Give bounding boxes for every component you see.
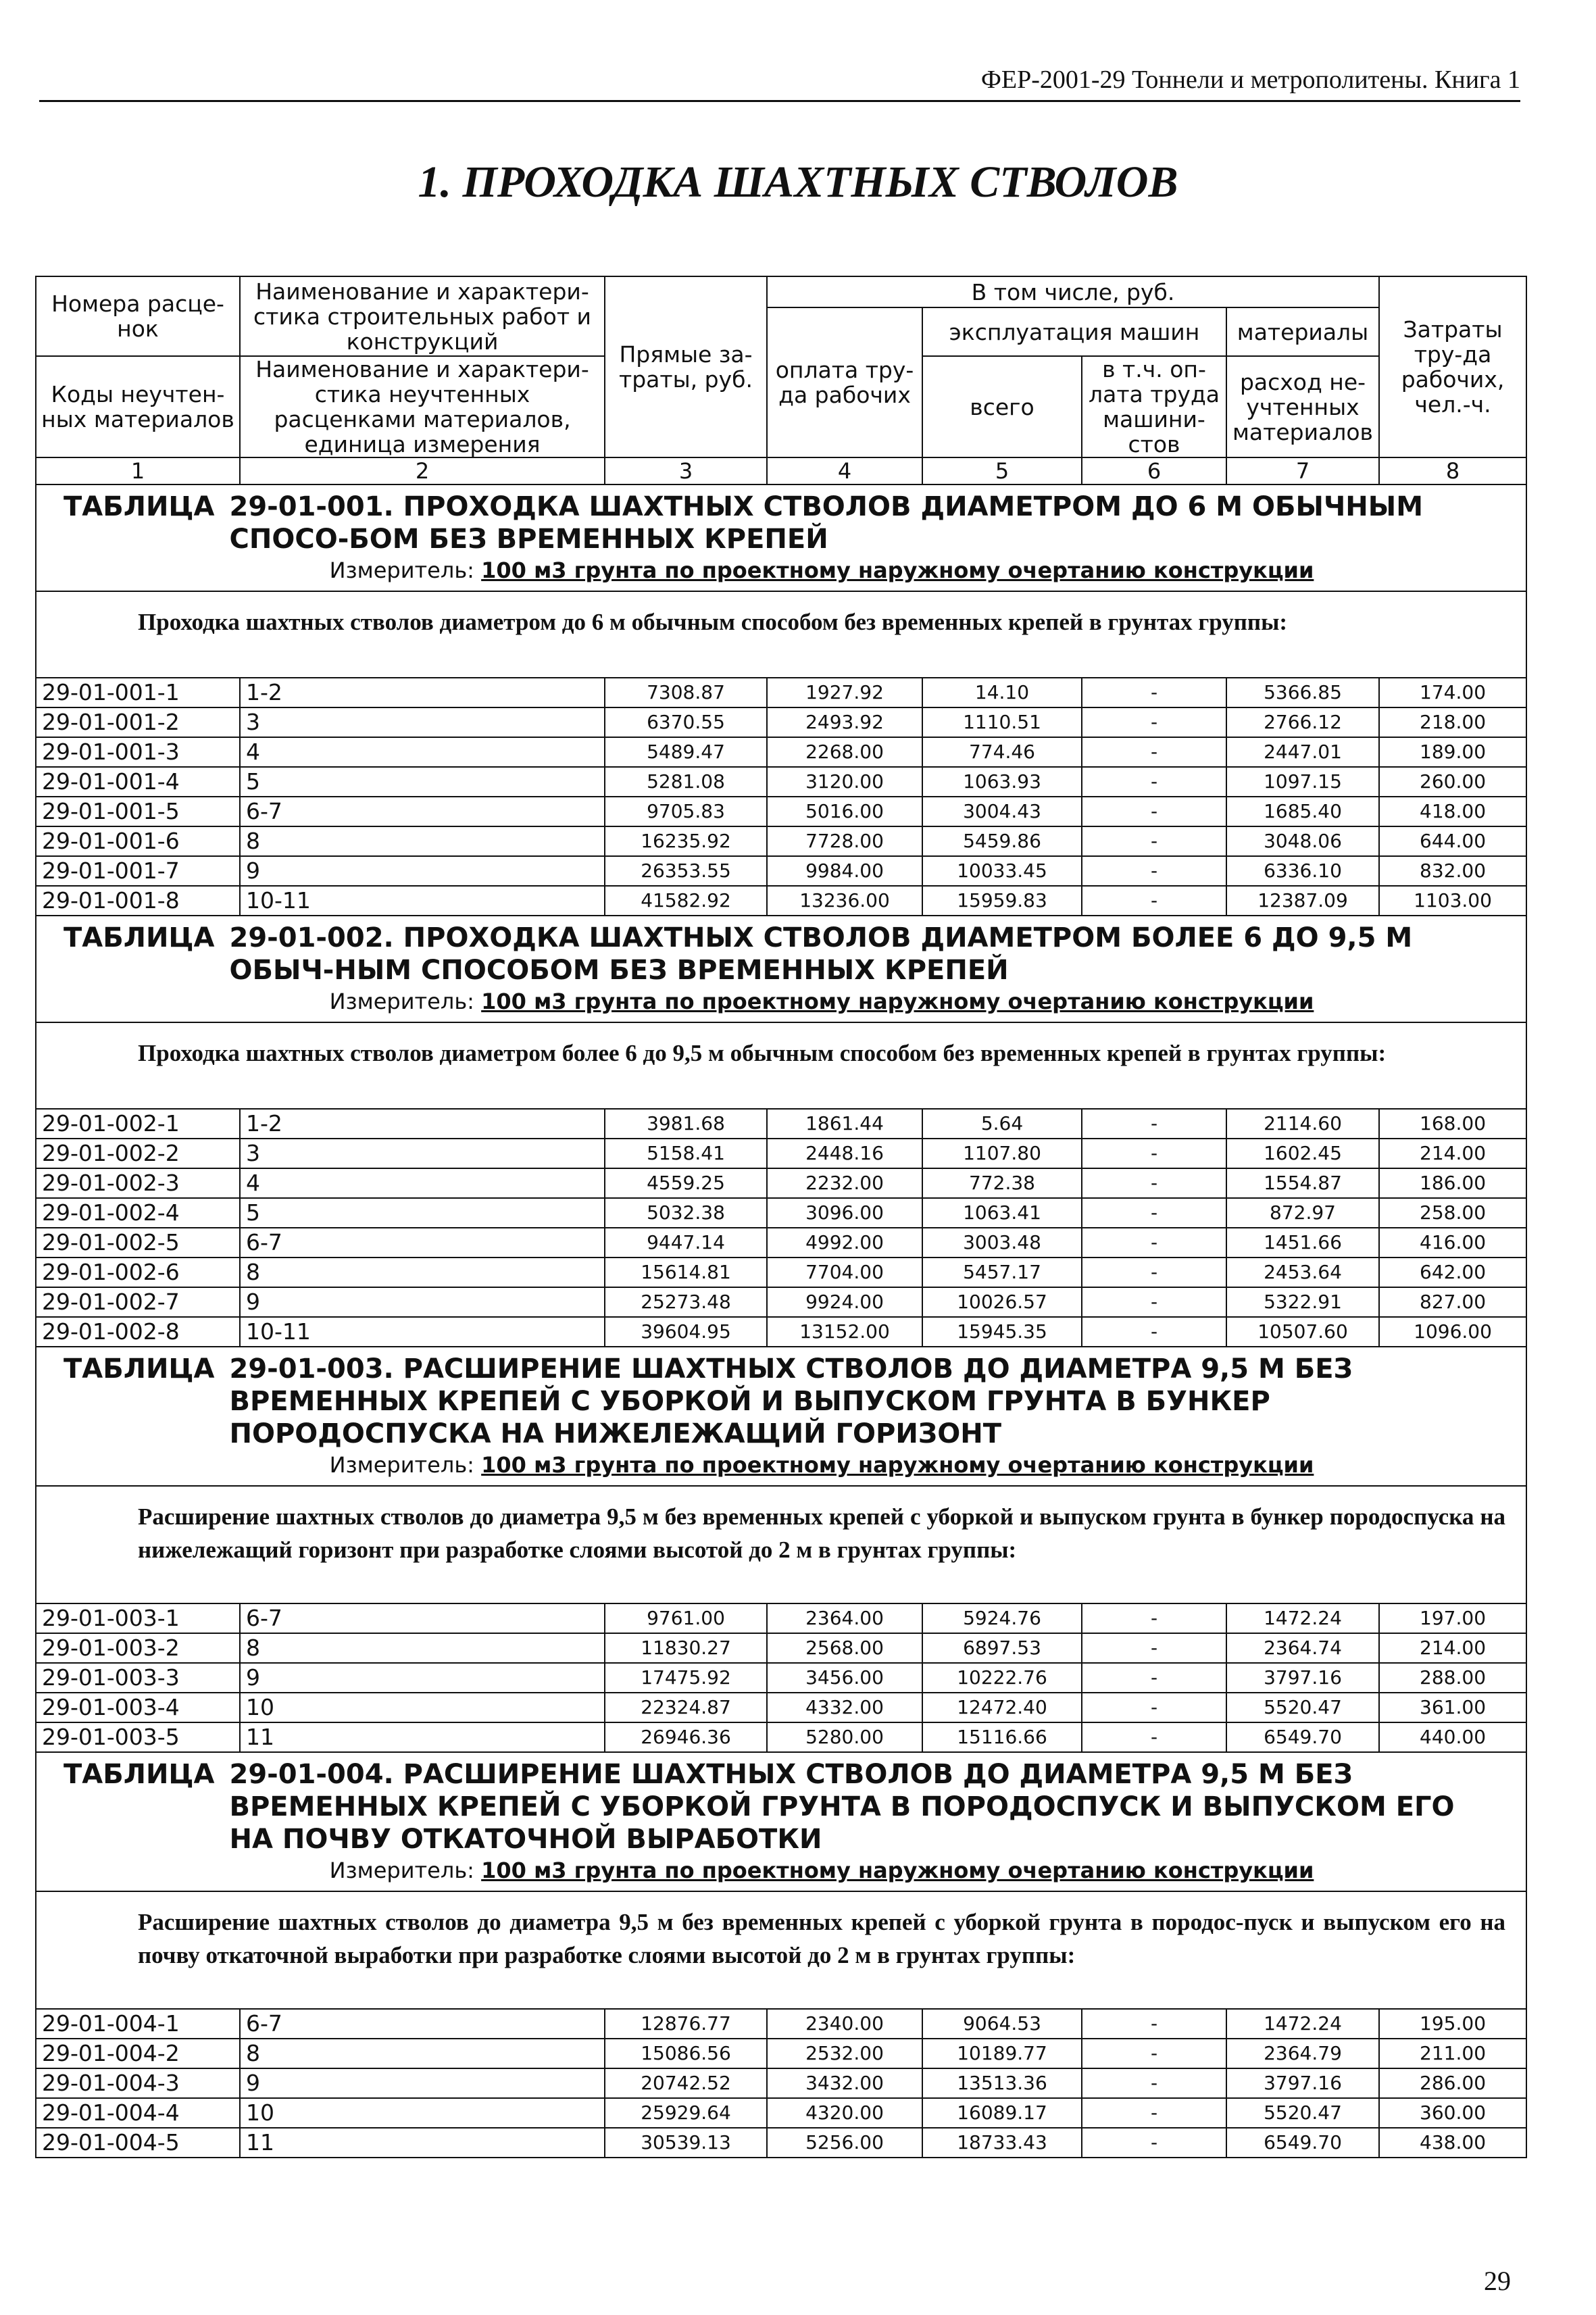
labor-cell: 189.00 [1379, 737, 1526, 767]
materials-cell: 1472.24 [1226, 2009, 1379, 2039]
col-unaccounted-materials-header: расход не-учтенных материалов [1226, 356, 1379, 457]
table-description: Проходка шахтных стволов диаметром до 6 м обычным способом без временных крепей в грунтах группы: [36, 591, 1526, 678]
machinist-wage-cell: - [1082, 1633, 1226, 1663]
table-body [36, 484, 1526, 2158]
measure-unit [145, 1450, 1499, 1480]
table-row [36, 856, 1526, 886]
col-labor-header: Затраты тру-да рабочих, чел.-ч. [1379, 276, 1526, 457]
wage-cell: 3456.00 [767, 1663, 922, 1693]
wage-cell: 5016.00 [767, 797, 922, 826]
rate-code-cell: 29-01-003-3 [36, 1663, 240, 1693]
machinist-wage-cell: - [1082, 797, 1226, 826]
table-row [36, 1109, 1526, 1139]
rate-code-cell: 29-01-002-5 [36, 1228, 240, 1258]
rate-code-cell: 29-01-002-2 [36, 1139, 240, 1168]
rate-code-cell: 29-01-001-4 [36, 767, 240, 797]
measure-value: 100 м3 грунта по проектному наружному очертанию конструкции [481, 557, 1314, 583]
machines-total-cell: 5459.86 [922, 826, 1082, 856]
machinist-wage-cell: - [1082, 1663, 1226, 1693]
col-materials-header: материалы [1226, 307, 1379, 356]
direct-costs-cell: 16235.92 [605, 826, 767, 856]
soil-group-cell: 4 [240, 1168, 605, 1198]
table-title: 29-01-003. РАСШИРЕНИЕ ШАХТНЫХ СТВОЛОВ ДО ДИАМЕТРА 9,5 М БЕЗ ВРЕМЕННЫХ КРЕПЕЙ С УБОРКОЙ И ВЫПУСКОМ ГРУНТА В БУНКЕР ПОРОДОСПУСКА НА НИЖЕЛЕЖАЩИЙ ГОРИЗОНТ [229, 1353, 1353, 1449]
table-row [36, 1317, 1526, 1347]
machines-total-cell: 10033.45 [922, 856, 1082, 886]
direct-costs-cell: 5158.41 [605, 1139, 767, 1168]
labor-cell: 258.00 [1379, 1198, 1526, 1228]
wage-cell: 2364.00 [767, 1603, 922, 1633]
table-row [36, 2068, 1526, 2098]
materials-cell: 2447.01 [1226, 737, 1379, 767]
wage-cell: 13236.00 [767, 886, 922, 916]
measure-label: Измеритель: [329, 989, 474, 1014]
table-description: Проходка шахтных стволов диаметром более 6 до 9,5 м обычным способом без временных крепей в грунтах группы: [36, 1022, 1526, 1109]
table-row [36, 886, 1526, 916]
table-row [36, 678, 1526, 707]
table-description: Расширение шахтных стволов до диаметра 9,5 м без временных крепей с уборкой грунта в породос-пуск и выпуском его на почву откаточной выработки при разработке слоями высотой до 2 м в грунтах группы: [36, 1891, 1526, 2009]
machines-total-cell: 772.38 [922, 1168, 1082, 1198]
table-row [36, 1663, 1526, 1693]
machines-total-cell: 1110.51 [922, 707, 1082, 737]
wage-cell: 2532.00 [767, 2039, 922, 2068]
wage-cell: 4992.00 [767, 1228, 922, 1258]
measure-label: Измеритель: [329, 1858, 474, 1883]
col-number: 8 [1379, 457, 1526, 484]
materials-cell: 6336.10 [1226, 856, 1379, 886]
rates-table [35, 276, 1527, 2158]
col-number: 6 [1082, 457, 1226, 484]
measure-value: 100 м3 грунта по проектному наружному очертанию конструкции [481, 989, 1314, 1014]
machinist-wage-cell: - [1082, 1603, 1226, 1633]
table-caption-row [36, 1752, 1526, 1891]
soil-group-cell: 11 [240, 1722, 605, 1752]
wage-cell: 3432.00 [767, 2068, 922, 2098]
labor-cell: 1096.00 [1379, 1317, 1526, 1347]
wage-cell: 2493.92 [767, 707, 922, 737]
table-caption-row [36, 916, 1526, 1022]
wage-cell: 4320.00 [767, 2098, 922, 2128]
materials-cell: 1602.45 [1226, 1139, 1379, 1168]
machines-total-cell: 10189.77 [922, 2039, 1082, 2068]
table-row [36, 1722, 1526, 1752]
rate-code-cell: 29-01-004-1 [36, 2009, 240, 2039]
direct-costs-cell: 6370.55 [605, 707, 767, 737]
rate-code-cell: 29-01-002-8 [36, 1317, 240, 1347]
col-number: 3 [605, 457, 767, 484]
machines-total-cell: 3003.48 [922, 1228, 1082, 1258]
direct-costs-cell: 9761.00 [605, 1603, 767, 1633]
machinist-wage-cell: - [1082, 1287, 1226, 1317]
direct-costs-cell: 30539.13 [605, 2128, 767, 2158]
labor-cell: 168.00 [1379, 1109, 1526, 1139]
table-description-row [36, 1486, 1526, 1603]
rate-code-cell: 29-01-001-1 [36, 678, 240, 707]
rate-code-cell: 29-01-001-3 [36, 737, 240, 767]
machinist-wage-cell: - [1082, 2009, 1226, 2039]
rate-code-cell: 29-01-001-2 [36, 707, 240, 737]
table-row [36, 826, 1526, 856]
soil-group-cell: 10 [240, 2098, 605, 2128]
direct-costs-cell: 11830.27 [605, 1633, 767, 1663]
rate-code-cell: 29-01-002-4 [36, 1198, 240, 1228]
machines-total-cell: 16089.17 [922, 2098, 1082, 2128]
table-row [36, 707, 1526, 737]
soil-group-cell: 8 [240, 1258, 605, 1287]
table-description-row [36, 1891, 1526, 2009]
col-machines-total-header: всего [922, 356, 1082, 457]
machines-total-cell: 6897.53 [922, 1633, 1082, 1663]
col-number: 1 [36, 457, 240, 484]
table-row [36, 2009, 1526, 2039]
table-header [36, 276, 1526, 484]
direct-costs-cell: 20742.52 [605, 2068, 767, 2098]
section-title: 1. ПРОХОДКА ШАХТНЫХ СТВОЛОВ [418, 157, 1178, 207]
direct-costs-cell: 25273.48 [605, 1287, 767, 1317]
materials-cell: 10507.60 [1226, 1317, 1379, 1347]
soil-group-cell: 4 [240, 737, 605, 767]
materials-cell: 2364.74 [1226, 1633, 1379, 1663]
direct-costs-cell: 26353.55 [605, 856, 767, 886]
machinist-wage-cell: - [1082, 1722, 1226, 1752]
direct-costs-cell: 3981.68 [605, 1109, 767, 1139]
rate-code-cell: 29-01-004-3 [36, 2068, 240, 2098]
table-row [36, 797, 1526, 826]
soil-group-cell: 9 [240, 1663, 605, 1693]
labor-cell: 827.00 [1379, 1287, 1526, 1317]
rate-code-cell: 29-01-003-1 [36, 1603, 240, 1633]
rate-code-cell: 29-01-003-5 [36, 1722, 240, 1752]
materials-cell: 5520.47 [1226, 2098, 1379, 2128]
table-title: 29-01-004. РАСШИРЕНИЕ ШАХТНЫХ СТВОЛОВ ДО ДИАМЕТРА 9,5 М БЕЗ ВРЕМЕННЫХ КРЕПЕЙ С УБОРКОЙ ГРУНТА В ПОРОДОСПУСК И ВЫПУСКОМ ЕГО НА ПОЧВУ ОТКАТОЧНОЙ ВЫРАБОТКИ [229, 1759, 1455, 1855]
materials-cell: 3797.16 [1226, 1663, 1379, 1693]
labor-cell: 174.00 [1379, 678, 1526, 707]
table-label: ТАБЛИЦА [64, 922, 215, 953]
soil-group-cell: 8 [240, 1633, 605, 1663]
col-number: 2 [240, 457, 605, 484]
labor-cell: 286.00 [1379, 2068, 1526, 2098]
soil-group-cell: 9 [240, 1287, 605, 1317]
col-direct-costs-header: Прямые за-траты, руб. [605, 276, 767, 457]
direct-costs-cell: 17475.92 [605, 1663, 767, 1693]
labor-cell: 214.00 [1379, 1139, 1526, 1168]
machines-total-cell: 5924.76 [922, 1603, 1082, 1633]
rate-code-cell: 29-01-001-8 [36, 886, 240, 916]
rate-code-cell: 29-01-001-5 [36, 797, 240, 826]
machines-total-cell: 12472.40 [922, 1693, 1082, 1722]
labor-cell: 832.00 [1379, 856, 1526, 886]
measure-unit [145, 555, 1499, 585]
wage-cell: 3096.00 [767, 1198, 922, 1228]
materials-cell: 1472.24 [1226, 1603, 1379, 1633]
materials-cell: 2766.12 [1226, 707, 1379, 737]
materials-cell: 2114.60 [1226, 1109, 1379, 1139]
labor-cell: 260.00 [1379, 767, 1526, 797]
labor-cell: 195.00 [1379, 2009, 1526, 2039]
table-caption-row [36, 1347, 1526, 1486]
machinist-wage-cell: - [1082, 1258, 1226, 1287]
wage-cell: 3120.00 [767, 767, 922, 797]
machinist-wage-cell: - [1082, 1228, 1226, 1258]
labor-cell: 288.00 [1379, 1663, 1526, 1693]
materials-cell: 1451.66 [1226, 1228, 1379, 1258]
rate-code-cell: 29-01-002-3 [36, 1168, 240, 1198]
wage-cell: 2340.00 [767, 2009, 922, 2039]
table-description: Расширение шахтных стволов до диаметра 9,5 м без временных крепей с уборкой и выпуском грунта в бункер породоспуска на нижележащий горизонт при разработке слоями высотой до 2 м в грунтах группы: [36, 1486, 1526, 1603]
materials-cell: 2453.64 [1226, 1258, 1379, 1287]
machinist-wage-cell: - [1082, 707, 1226, 737]
machines-total-cell: 15959.83 [922, 886, 1082, 916]
wage-cell: 2232.00 [767, 1168, 922, 1198]
wage-cell: 4332.00 [767, 1693, 922, 1722]
labor-cell: 1103.00 [1379, 886, 1526, 916]
soil-group-cell: 10 [240, 1693, 605, 1722]
wage-cell: 2568.00 [767, 1633, 922, 1663]
soil-group-cell: 1-2 [240, 678, 605, 707]
measure-label: Измеритель: [329, 1452, 474, 1478]
machinist-wage-cell: - [1082, 2068, 1226, 2098]
machines-total-cell: 10222.76 [922, 1663, 1082, 1693]
col-number: 7 [1226, 457, 1379, 484]
table-row [36, 1693, 1526, 1722]
table-description-row [36, 591, 1526, 678]
soil-group-cell: 6-7 [240, 1228, 605, 1258]
wage-cell: 5256.00 [767, 2128, 922, 2158]
running-head: ФЕР-2001-29 Тоннели и метрополитены. Книга 1 [980, 66, 1520, 94]
machines-total-cell: 13513.36 [922, 2068, 1082, 2098]
col-work-name-header: Наименование и характери-стика строительных работ и конструкций [240, 276, 605, 356]
table-row [36, 2128, 1526, 2158]
machines-total-cell: 14.10 [922, 678, 1082, 707]
col-machines-header: эксплуатация машин [922, 307, 1226, 356]
direct-costs-cell: 15614.81 [605, 1258, 767, 1287]
materials-cell: 3797.16 [1226, 2068, 1379, 2098]
direct-costs-cell: 9705.83 [605, 797, 767, 826]
machines-total-cell: 1107.80 [922, 1139, 1082, 1168]
labor-cell: 197.00 [1379, 1603, 1526, 1633]
rate-code-cell: 29-01-002-6 [36, 1258, 240, 1287]
table-row [36, 1603, 1526, 1633]
direct-costs-cell: 12876.77 [605, 2009, 767, 2039]
measure-value: 100 м3 грунта по проектному наружному очертанию конструкции [481, 1858, 1314, 1883]
col-unaccounted-code-header: Коды неучтен-ных материалов [36, 356, 240, 457]
machines-total-cell: 1063.93 [922, 767, 1082, 797]
machinist-wage-cell: - [1082, 678, 1226, 707]
rate-code-cell: 29-01-003-4 [36, 1693, 240, 1722]
wage-cell: 1927.92 [767, 678, 922, 707]
direct-costs-cell: 7308.87 [605, 678, 767, 707]
col-wage-header: оплата тру-да рабочих [767, 307, 922, 457]
machines-total-cell: 5.64 [922, 1109, 1082, 1139]
col-number: 5 [922, 457, 1082, 484]
table-row [36, 1228, 1526, 1258]
direct-costs-cell: 5489.47 [605, 737, 767, 767]
measure-unit [145, 987, 1499, 1016]
soil-group-cell: 10-11 [240, 886, 605, 916]
labor-cell: 186.00 [1379, 1168, 1526, 1198]
wage-cell: 7728.00 [767, 826, 922, 856]
materials-cell: 3048.06 [1226, 826, 1379, 856]
wage-cell: 7704.00 [767, 1258, 922, 1287]
direct-costs-cell: 5281.08 [605, 767, 767, 797]
soil-group-cell: 5 [240, 1198, 605, 1228]
materials-cell: 2364.79 [1226, 2039, 1379, 2068]
wage-cell: 1861.44 [767, 1109, 922, 1139]
table-row [36, 1198, 1526, 1228]
measure-value: 100 м3 грунта по проектному наружному очертанию конструкции [481, 1452, 1314, 1478]
direct-costs-cell: 25929.64 [605, 2098, 767, 2128]
table-row [36, 767, 1526, 797]
soil-group-cell: 6-7 [240, 797, 605, 826]
machines-total-cell: 18733.43 [922, 2128, 1082, 2158]
machinist-wage-cell: - [1082, 856, 1226, 886]
machines-total-cell: 15945.35 [922, 1317, 1082, 1347]
measure-label: Измеритель: [329, 557, 474, 583]
soil-group-cell: 1-2 [240, 1109, 605, 1139]
materials-cell: 12387.09 [1226, 886, 1379, 916]
table-row [36, 1139, 1526, 1168]
table-row [36, 1258, 1526, 1287]
table-row [36, 2039, 1526, 2068]
machinist-wage-cell: - [1082, 2039, 1226, 2068]
machines-total-cell: 10026.57 [922, 1287, 1082, 1317]
labor-cell: 211.00 [1379, 2039, 1526, 2068]
table-row [36, 1168, 1526, 1198]
machinist-wage-cell: - [1082, 1693, 1226, 1722]
rate-code-cell: 29-01-002-7 [36, 1287, 240, 1317]
direct-costs-cell: 22324.87 [605, 1693, 767, 1722]
table-caption-row [36, 484, 1526, 591]
rate-code-cell: 29-01-004-4 [36, 2098, 240, 2128]
soil-group-cell: 5 [240, 767, 605, 797]
table-row [36, 1287, 1526, 1317]
materials-cell: 1685.40 [1226, 797, 1379, 826]
soil-group-cell: 6-7 [240, 1603, 605, 1633]
measure-unit [145, 1856, 1499, 1885]
rate-code-cell: 29-01-002-1 [36, 1109, 240, 1139]
machines-total-cell: 1063.41 [922, 1198, 1082, 1228]
machines-total-cell: 15116.66 [922, 1722, 1082, 1752]
table-label: ТАБЛИЦА [64, 1353, 215, 1385]
machinist-wage-cell: - [1082, 737, 1226, 767]
materials-cell: 1097.15 [1226, 767, 1379, 797]
labor-cell: 360.00 [1379, 2098, 1526, 2128]
materials-cell: 5366.85 [1226, 678, 1379, 707]
table-title: 29-01-001. ПРОХОДКА ШАХТНЫХ СТВОЛОВ ДИАМЕТРОМ ДО 6 М ОБЫЧНЫМ СПОСО-БОМ БЕЗ ВРЕМЕННЫХ КРЕПЕЙ [229, 491, 1424, 555]
materials-cell: 5520.47 [1226, 1693, 1379, 1722]
machines-total-cell: 774.46 [922, 737, 1082, 767]
table-label: ТАБЛИЦА [64, 1759, 215, 1790]
rate-code-cell: 29-01-001-7 [36, 856, 240, 886]
labor-cell: 418.00 [1379, 797, 1526, 826]
table-description-row [36, 1022, 1526, 1109]
table-row [36, 2098, 1526, 2128]
rate-code-cell: 29-01-004-5 [36, 2128, 240, 2158]
soil-group-cell: 8 [240, 826, 605, 856]
labor-cell: 644.00 [1379, 826, 1526, 856]
labor-cell: 438.00 [1379, 2128, 1526, 2158]
direct-costs-cell: 26946.36 [605, 1722, 767, 1752]
soil-group-cell: 6-7 [240, 2009, 605, 2039]
machinist-wage-cell: - [1082, 767, 1226, 797]
table-title: 29-01-002. ПРОХОДКА ШАХТНЫХ СТВОЛОВ ДИАМЕТРОМ БОЛЕЕ 6 ДО 9,5 М ОБЫЧ-НЫМ СПОСОБОМ БЕЗ ВРЕМЕННЫХ КРЕПЕЙ [229, 922, 1413, 986]
soil-group-cell: 3 [240, 707, 605, 737]
col-unaccounted-name-header: Наименование и характери-стика неучтенных расценками материалов, единица измерения [240, 356, 605, 457]
direct-costs-cell: 4559.25 [605, 1168, 767, 1198]
page-number: 29 [1484, 2266, 1511, 2296]
direct-costs-cell: 9447.14 [605, 1228, 767, 1258]
wage-cell: 5280.00 [767, 1722, 922, 1752]
rate-code-cell: 29-01-001-6 [36, 826, 240, 856]
table-row [36, 737, 1526, 767]
soil-group-cell: 9 [240, 856, 605, 886]
machinist-wage-cell: - [1082, 2098, 1226, 2128]
col-including-header: В том числе, руб. [767, 276, 1379, 307]
machines-total-cell: 9064.53 [922, 2009, 1082, 2039]
soil-group-cell: 10-11 [240, 1317, 605, 1347]
soil-group-cell: 11 [240, 2128, 605, 2158]
column-numbers-row [36, 457, 1526, 484]
machines-total-cell: 3004.43 [922, 797, 1082, 826]
machinist-wage-cell: - [1082, 1139, 1226, 1168]
wage-cell: 2448.16 [767, 1139, 922, 1168]
soil-group-cell: 8 [240, 2039, 605, 2068]
col-number: 4 [767, 457, 922, 484]
machinist-wage-cell: - [1082, 1109, 1226, 1139]
materials-cell: 6549.70 [1226, 1722, 1379, 1752]
soil-group-cell: 9 [240, 2068, 605, 2098]
wage-cell: 9984.00 [767, 856, 922, 886]
labor-cell: 416.00 [1379, 1228, 1526, 1258]
wage-cell: 13152.00 [767, 1317, 922, 1347]
materials-cell: 5322.91 [1226, 1287, 1379, 1317]
rate-code-cell: 29-01-003-2 [36, 1633, 240, 1663]
soil-group-cell: 3 [240, 1139, 605, 1168]
labor-cell: 440.00 [1379, 1722, 1526, 1752]
machinist-wage-cell: - [1082, 1317, 1226, 1347]
labor-cell: 361.00 [1379, 1693, 1526, 1722]
machinist-wage-cell: - [1082, 886, 1226, 916]
machinist-wage-cell: - [1082, 1198, 1226, 1228]
header-rule [39, 100, 1520, 102]
labor-cell: 642.00 [1379, 1258, 1526, 1287]
table-label: ТАБЛИЦА [64, 491, 215, 522]
labor-cell: 218.00 [1379, 707, 1526, 737]
materials-cell: 1554.87 [1226, 1168, 1379, 1198]
materials-cell: 6549.70 [1226, 2128, 1379, 2158]
machines-total-cell: 5457.17 [922, 1258, 1082, 1287]
rate-code-cell: 29-01-004-2 [36, 2039, 240, 2068]
materials-cell: 872.97 [1226, 1198, 1379, 1228]
wage-cell: 9924.00 [767, 1287, 922, 1317]
labor-cell: 214.00 [1379, 1633, 1526, 1663]
machinist-wage-cell: - [1082, 2128, 1226, 2158]
direct-costs-cell: 5032.38 [605, 1198, 767, 1228]
direct-costs-cell: 39604.95 [605, 1317, 767, 1347]
table-row [36, 1633, 1526, 1663]
col-machinist-wage-header: в т.ч. оп-лата труда машини-стов [1082, 356, 1226, 457]
wage-cell: 2268.00 [767, 737, 922, 767]
machinist-wage-cell: - [1082, 826, 1226, 856]
col-rate-number-header: Номера расце-нок [36, 276, 240, 356]
direct-costs-cell: 41582.92 [605, 886, 767, 916]
direct-costs-cell: 15086.56 [605, 2039, 767, 2068]
machinist-wage-cell: - [1082, 1168, 1226, 1198]
